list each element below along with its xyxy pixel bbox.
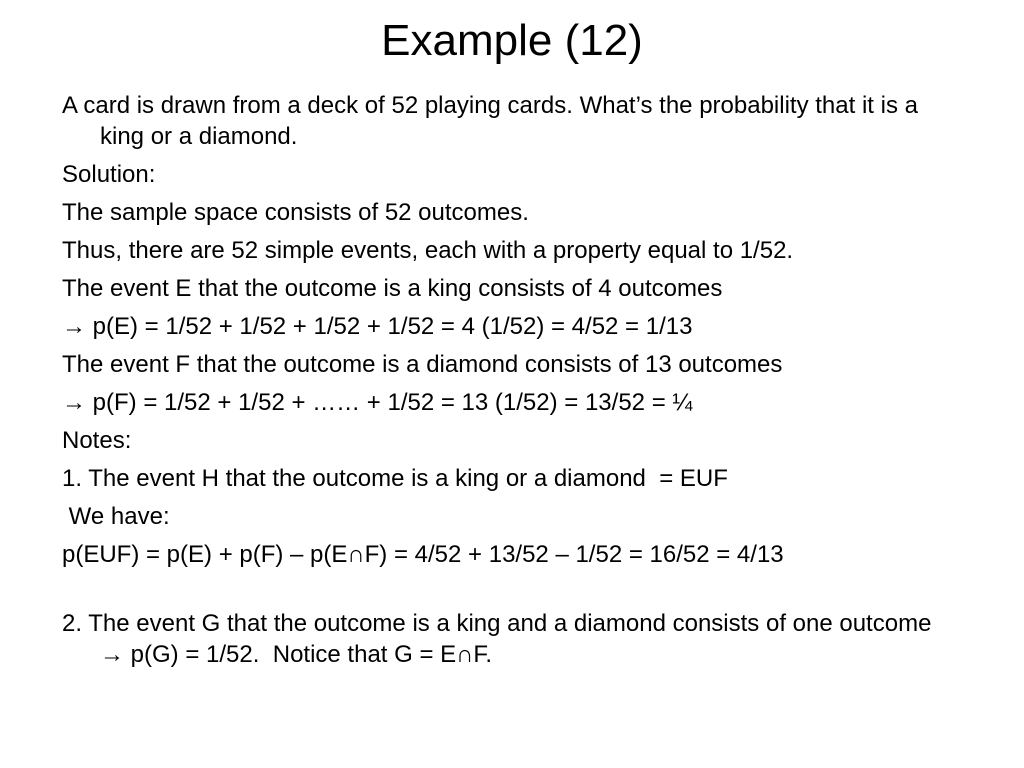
- note-2-line: 2. The event G that the outcome is a king and a diamond consists of one outcome → p(G) = 1/52. Notice that G = E∩F.: [62, 610, 939, 668]
- pf-calculation-line: → p(F) = 1/52 + 1/52 + …… + 1/52 = 13 (1/52) = 13/52 = ¼: [62, 389, 693, 416]
- we-have-line: We have:: [62, 503, 170, 530]
- notes-heading: Notes:: [62, 427, 132, 454]
- simple-events-line: Thus, there are 52 simple events, each with a property equal to 1/52.: [62, 237, 794, 264]
- union-probability-line: p(EUF) = p(E) + p(F) – p(E∩F) = 4/52 + 13/52 – 1/52 = 16/52 = 4/13: [62, 541, 784, 568]
- slide-body: [62, 90, 962, 677]
- note-1-line: 1. The event H that the outcome is a king or a diamond = EUF: [62, 465, 728, 492]
- pe-calculation-line: → p(E) = 1/52 + 1/52 + 1/52 + 1/52 = 4 (1/52) = 4/52 = 1/13: [62, 313, 693, 340]
- event-e-line: The event E that the outcome is a king consists of 4 outcomes: [62, 275, 723, 302]
- solution-heading: Solution:: [62, 161, 156, 188]
- event-f-line: The event F that the outcome is a diamond consists of 13 outcomes: [62, 351, 783, 378]
- sample-space-line: The sample space consists of 52 outcomes.: [62, 199, 529, 226]
- problem-statement: A card is drawn from a deck of 52 playing cards. What’s the probability that it is a king or a diamond.: [62, 92, 925, 150]
- slide-title: Example (12): [381, 16, 643, 65]
